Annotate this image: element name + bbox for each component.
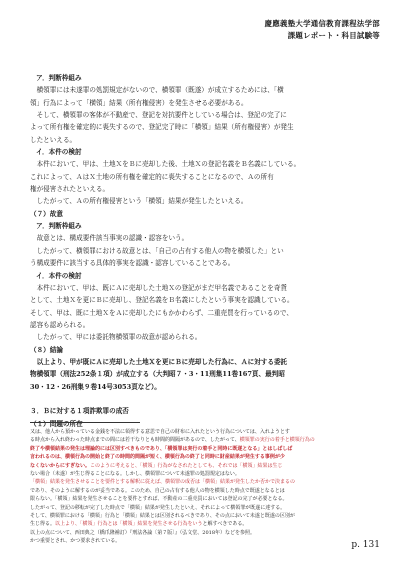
body-line: 故意とは、構成要件該当事実の認識・認容をいう。 <box>36 234 189 243</box>
body-line: 物横領罪（刑法252条１項）が成立する（大判昭７・3・11刑集11巻167頁、最判昭 <box>30 370 285 379</box>
section-heading: ア．判断枠組み <box>36 222 82 231</box>
footnote-line <box>30 470 382 478</box>
body-text <box>30 72 382 430</box>
footnote-text: と解すべきである。 <box>202 521 248 528</box>
body-line: 本件において、甲は、既にＡに売却した土地Ｘの登記がまだ甲名義であることを奇貨 <box>36 283 288 292</box>
footnote-text: かつ重要とされ、かつ要求されている。 <box>30 538 121 545</box>
footnote-line <box>30 495 382 503</box>
highlighted-text: なくないからにすぎない。 <box>30 462 91 469</box>
highlighted-text: このように考えると、「横領」行為がなされたとしても、それでは「横領」結果は生じ <box>90 462 283 469</box>
footnote-line <box>30 537 382 545</box>
section-heading: （１）問題の所在 <box>30 419 83 428</box>
footnote-text: る時点から入れ終わった時点までの間には若干なりとも時間的間隔があるので、したがって、 <box>30 437 240 444</box>
footnote-line <box>30 436 382 444</box>
footnote-divider <box>30 422 140 423</box>
body-line: 権が侵害されたといえる。 <box>30 185 110 194</box>
section-heading: イ．本件の検討 <box>36 148 82 157</box>
footnote-line <box>30 512 382 520</box>
section-heading: イ．本件の検討 <box>36 271 82 280</box>
body-line: そして、横領罪の客体が不動産で、登記を対抗要件としている場合は、登記の完了に <box>36 111 287 120</box>
body-line: 30・12・26刑集９巻14号3053頁など）。 <box>30 382 161 391</box>
body-line: したがって、横領罪における故意とは、「自己の占有する他人の物を横領した」とい <box>36 246 284 255</box>
body-line: そして、甲は、既に土地ＸをＡに売却したにもかかわらず、二重売買を行っているので、 <box>30 308 293 317</box>
footnote-line <box>30 529 382 537</box>
footnote-line <box>30 445 382 453</box>
footnote-text: そして、横領罪における「横領」行為と「横領」結果とは区別されるべきであり、その点において未遂と既遂の区別が <box>30 513 295 520</box>
highlighted-text: 「横領」結果を発生させることを要件とする解釈に従えば、横領罪の成否は「横領」結果が発生したか否かで決まるの <box>30 479 296 486</box>
footnote-text: したがって、登記の移転が完了した時点で「横領」結果が発生したといえ、それによって横領罪が既遂に達する。 <box>30 504 286 511</box>
footnote-text: であり、そのように解するのが妥当である。このため、自己の占有する他人の物を横領した時点で既遂となるとは <box>30 487 285 494</box>
body-line: 認容も認められる。 <box>30 320 90 329</box>
body-line: う構成要件に該当する具体的事実を認識・認容していることである。 <box>30 259 235 268</box>
highlighted-text: 終了や横領結果の発生は理論的には区別すべきものであり、「横領罪は実行の着手と同時に既遂となる」とはしばしば <box>30 445 293 452</box>
section-heading: ア．判断枠組み <box>36 74 82 82</box>
footnote-line <box>30 462 382 470</box>
body-line: したといえる。 <box>30 135 77 144</box>
body-line: 領」行為によって「横領」結果（所有権侵害）を発生させる必要がある。 <box>30 98 248 107</box>
body-line: したがって、Ａの所有権侵害という「横領」結果が発生したといえる。 <box>36 197 248 206</box>
header-institution: 慶應義塾大学通信教育課程法学部 <box>264 19 380 28</box>
page-number: p. 131 <box>351 540 380 550</box>
footnote-line <box>30 504 382 512</box>
body-line: 横領罪には未遂罪の処罰規定がないので、横領罪（既遂）が成立するためには、「横 <box>36 86 284 95</box>
body-line: よって所有権を確定的に喪失するので、登記完了時に「横領」結果（所有権侵害）が発生 <box>30 123 294 132</box>
page-header <box>265 18 380 42</box>
body-line <box>30 393 382 405</box>
highlighted-text: 以上より、「横領」行為とは「横領」結果を発生させる行為をいう <box>55 521 203 528</box>
footnote-text: 生じ得る。 <box>30 521 56 528</box>
footnote-line <box>30 520 382 528</box>
footnote-text: 限らない。「横領」結果を発生させることを要件とすれば、不動産の二重売買においては登記の完了が必要となる。 <box>30 496 288 503</box>
body-line: 本件において、甲は、土地ＸをＢに売却した後、土地Ｘの登記名義をＢ名義にしている。 <box>36 160 301 169</box>
section-heading: （７）故意 <box>30 209 63 218</box>
highlighted-text: 横領罪の実行の着手と横領行為の <box>239 437 315 444</box>
footnote-line <box>30 453 382 461</box>
section-heading: ３．Ｂに対する１項詐欺罪の成否 <box>30 407 129 416</box>
footnote-line <box>30 487 382 495</box>
footnote-line <box>30 428 382 436</box>
body-line: として、土地Ｘを更にＢに売却し、登記名義をＢ名義にしたという事実を認識している。 <box>30 296 294 305</box>
header-subtitle: 課題レポート・科目試験等 <box>287 31 380 40</box>
footnote-text: 以上の点について、西田典之（橋爪隆補訂）『刑法各論〔第７版〕』（弘文堂、2018年）などを参照。 <box>30 529 256 536</box>
footnote-block <box>30 428 382 546</box>
body-line: 以上より、甲が既にＡに売却した土地Ｘを更にＢに売却した行為に、Ａに対する委託 <box>36 357 288 366</box>
highlighted-text: 言われるのは、横領行為の開始と終了の時間的間隔が短く、横領行為の終了と同時に財産結果が発生する事例が少 <box>30 454 285 461</box>
body-line: したがって、甲には委託物横領罪の故意が認められる。 <box>36 333 202 342</box>
section-heading: （８）結論 <box>30 345 63 354</box>
footnote-line <box>30 478 382 486</box>
footnote-text: 又は、他人から預かっている金銭を不法に領得する意思で自己の財布に入れたという行為については、入れようとす <box>30 429 290 435</box>
footnote-text: ない場合（未遂）が生じ得ることになる。しかし、横領罪について未遂罪の処罰規定はない。 <box>30 471 240 478</box>
body-line: これによって、ＡはＸ土地の所有権を確定的に喪失することになるので、Ａの所有 <box>30 172 274 181</box>
